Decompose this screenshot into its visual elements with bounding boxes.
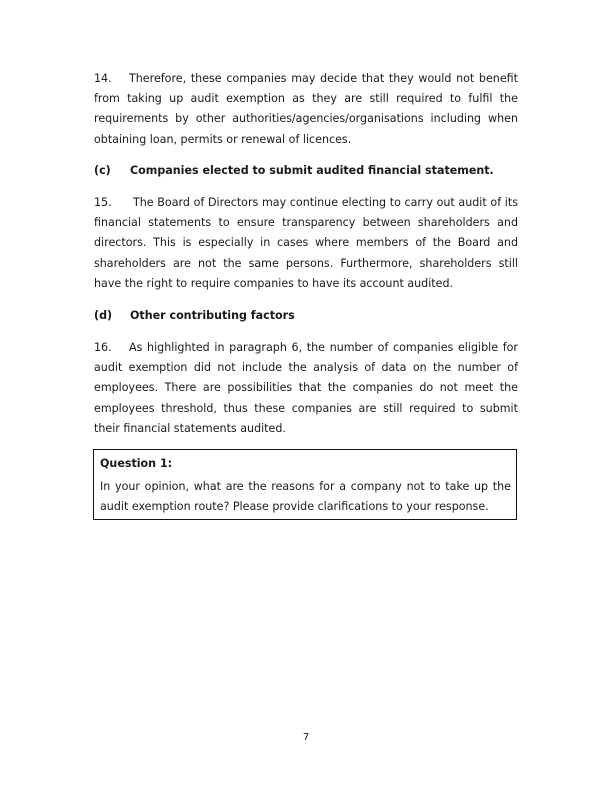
paragraph-14 <box>94 69 518 150</box>
question-box <box>93 449 517 520</box>
paragraph-text: Therefore, these companies may decide that they would not benefit from taking up audit exemption as they are still required to fulfil the requirements by other authorities/agencies/organisations including when obtaining loan, permits or renewal of licences. <box>94 72 518 146</box>
question-text: In your opinion, what are the reasons for a company not to take up the audit exemption route? Please provide clarifications to your response. <box>100 480 511 513</box>
section-heading-d <box>94 308 518 324</box>
paragraph-number: 14. <box>94 72 112 85</box>
section-heading-c <box>94 163 518 179</box>
paragraph-text: As highlighted in paragraph 6, the number of companies eligible for audit exemption did not include the analysis of data on the number of employees. There are possibilities that the companies do not meet the employees threshold, thus these companies are still required to submit their financial statements audited. <box>94 341 518 435</box>
paragraph-15 <box>94 193 518 294</box>
section-letter: (d) <box>94 309 113 322</box>
paragraph-number: 16. <box>94 341 112 354</box>
question-title: Question 1: <box>100 457 173 470</box>
section-title: Companies elected to submit audited financial statement. <box>130 164 494 177</box>
paragraph-text: The Board of Directors may continue electing to carry out audit of its financial statements to ensure transparency between shareholders and directors. This is especially in cases where members of the Board and shareholders are not the same persons. Furthermore, shareholders still have the right to require companies to have its account audited. <box>94 196 518 290</box>
section-letter: (c) <box>94 164 111 177</box>
paragraph-number: 15. <box>94 196 112 209</box>
section-title: Other contributing factors <box>130 309 295 322</box>
page-number: 7 <box>302 732 310 743</box>
paragraph-16 <box>94 338 518 439</box>
